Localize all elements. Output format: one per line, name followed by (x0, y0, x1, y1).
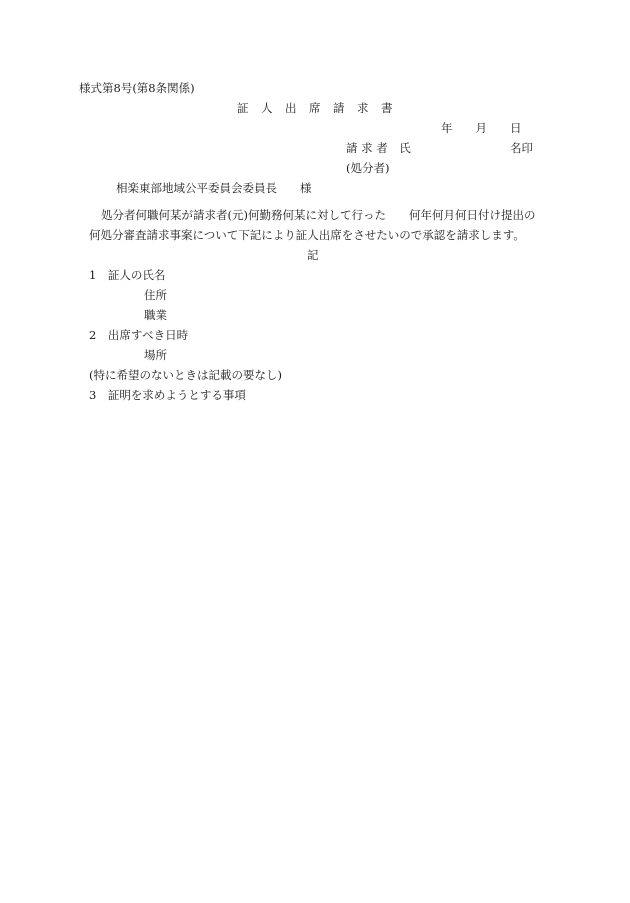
requester-role: (処分者) (346, 161, 390, 175)
requester-name-label: 請 求 者 氏 (346, 141, 411, 155)
item-witness-name: 1 証人の氏名 (89, 268, 166, 282)
item-attendance-place: 場所 (144, 348, 167, 362)
body-text-line-1: 処分者何職何某が請求者(元)何勤務何某に対して行った 何年何月何日付け提出の (101, 208, 536, 222)
item-witness-occupation: 職業 (144, 308, 167, 322)
addressee: 相楽東部地域公平委員会委員長 様 (116, 181, 312, 195)
date-line: 年 月 日 (441, 121, 522, 135)
form-number: 様式第8号(第8条関係) (79, 81, 195, 95)
body-text-line-2: 何処分審査請求事案について下記により証人出席をさせたいので承認を請求します。 (89, 228, 525, 242)
seal-label: 名印 (510, 141, 533, 155)
item-matters-to-prove: 3 証明を求めようとする事項 (89, 388, 246, 402)
item-attendance-note: (特に希望のないときは記載の要なし) (89, 368, 282, 382)
item-witness-address: 住所 (144, 288, 167, 302)
item-attendance-datetime: 2 出席すべき日時 (89, 328, 189, 342)
document-title: 証 人 出 席 請 求 書 (237, 101, 393, 115)
ki-heading: 記 (307, 248, 319, 262)
